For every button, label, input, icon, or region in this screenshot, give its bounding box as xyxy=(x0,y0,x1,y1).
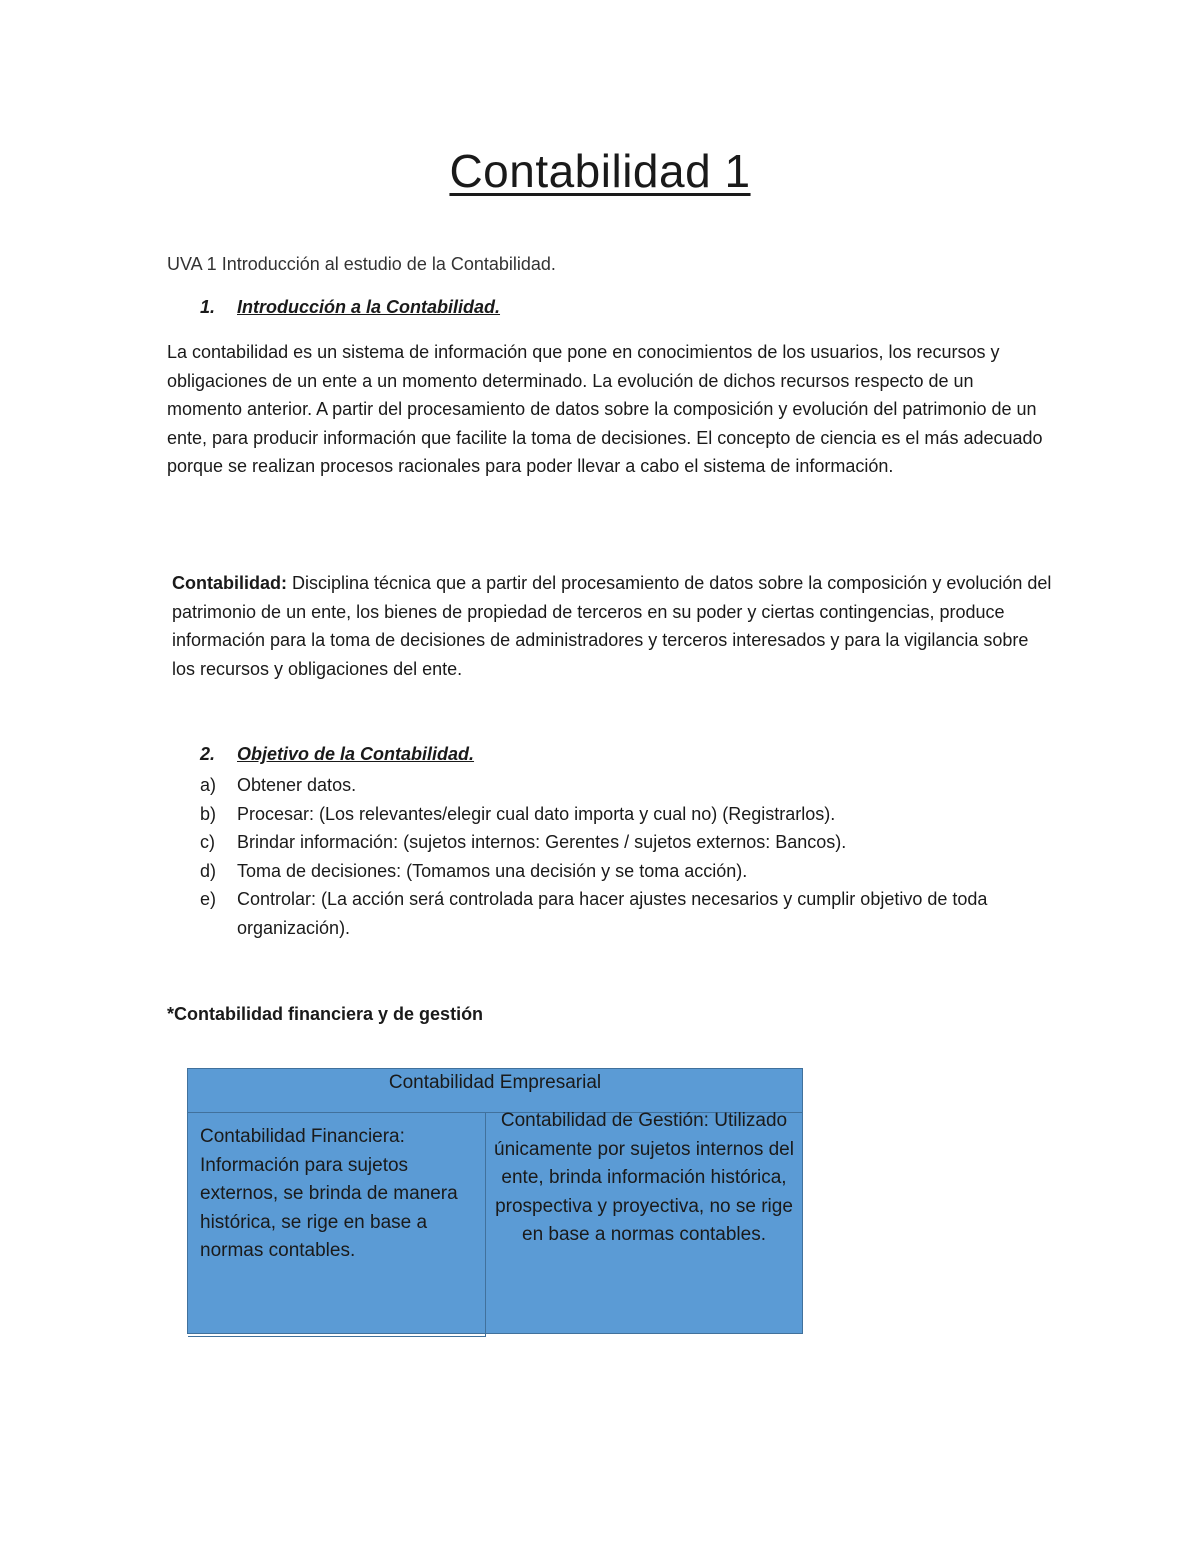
definition-term: Contabilidad: xyxy=(172,573,287,593)
section-2-heading xyxy=(200,744,474,765)
list-item-letter: d) xyxy=(200,860,217,881)
section-2-title: Objetivo de la Contabilidad. xyxy=(237,744,475,764)
list-item-text: Toma de decisiones: (Tomamos una decisión y se toma acción). xyxy=(237,860,748,881)
list-item-text: Obtener datos. xyxy=(237,775,357,795)
unit-line: UVA 1 Introducción al estudio de la Contabilidad. xyxy=(167,254,556,274)
list-item-letter: a) xyxy=(200,775,217,795)
list-item-text: Controlar: (La acción será controlada para hacer ajustes necesarios y cumplir objetivo de toda organización). xyxy=(237,889,988,938)
list-item xyxy=(200,828,1060,857)
diagram-financial-box: Contabilidad Financiera: Información para sujetos externos, se brinda de manera histórica, se rige en base a normas contables. xyxy=(188,1113,486,1337)
diagram-header: Contabilidad Empresarial xyxy=(188,1069,802,1113)
page-title: Contabilidad 1 xyxy=(449,145,751,197)
list-item xyxy=(200,885,1060,942)
list-item xyxy=(200,857,1060,886)
definition-paragraph xyxy=(172,569,1052,683)
objective-list xyxy=(200,771,1060,942)
list-item-letter: e) xyxy=(200,889,217,909)
section-1-number: 1. xyxy=(200,297,216,317)
list-item-text: Brindar información: (sujetos internos: Gerentes / sujetos externos: Bancos). xyxy=(237,832,847,852)
section-2-number: 2. xyxy=(200,744,216,764)
list-item-letter: b) xyxy=(200,803,217,824)
diagram-management-box: Contabilidad de Gestión: Utilizado únicamente por sujetos internos del ente, brinda información histórica, prospectiva y proyectiva, no se rige en base a normas contables. xyxy=(494,1110,794,1246)
list-item-letter: c) xyxy=(200,832,215,852)
list-item-text: Procesar: (Los relevantes/elegir cual dato importa y cual no) (Registrarlos). xyxy=(237,803,836,824)
section-note: *Contabilidad financiera y de gestión xyxy=(167,1004,484,1024)
list-item xyxy=(200,771,1060,800)
definition-text: Disciplina técnica que a partir del procesamiento de datos sobre la composición y evolución del patrimonio de un ente, los bienes de propiedad de terceros en su poder y ciertas contingencias, produce información para la toma de decisiones de administradores y terceros interesados y para la vigilancia sobre los recursos y obligaciones del ente. xyxy=(172,573,1052,679)
section-1-paragraph: La contabilidad es un sistema de información que pone en conocimientos de los usuarios, los recursos y obligaciones de un ente a un momento determinado. La evolución de dichos recursos respecto de un momento anterior. A partir del procesamiento de datos sobre la composición y evolución del patrimonio de un ente, para producir información que facilite la toma de decisiones. El concepto de ciencia es el más adecuado porque se realizan procesos racionales para poder llevar a cabo el sistema de información. xyxy=(167,342,1043,477)
accounting-diagram xyxy=(187,1068,803,1334)
section-1-title: Introducción a la Contabilidad. xyxy=(237,297,501,317)
list-item xyxy=(200,800,1060,829)
section-1-heading xyxy=(200,297,500,318)
